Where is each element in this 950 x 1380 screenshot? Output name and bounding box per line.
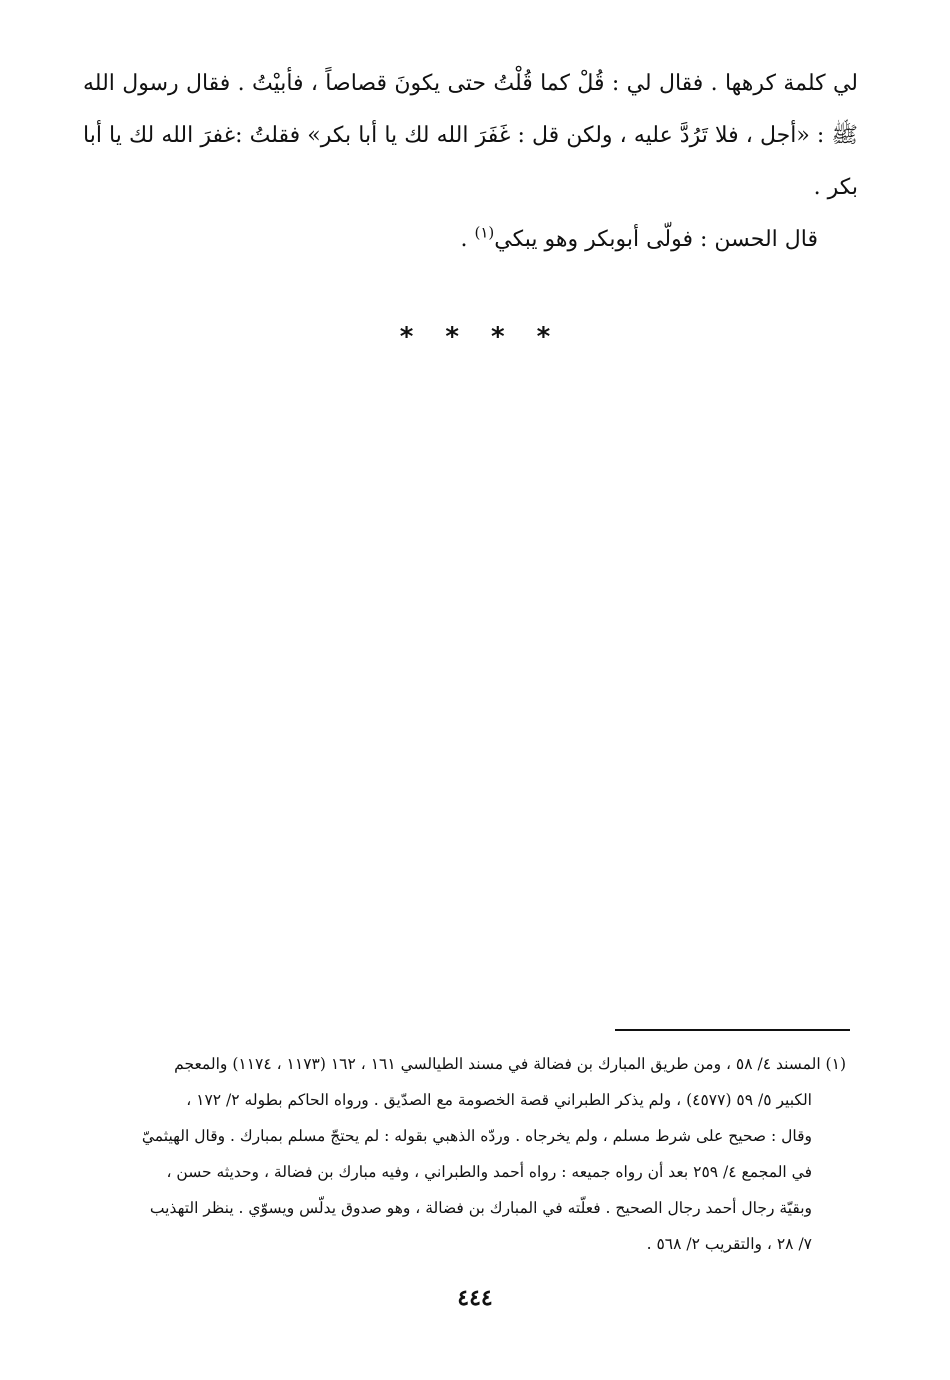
footnote-line: وبقيّة رجال أحمد رجال الصحيح . فعلّته في المبارك بن فضالة ، وهو صدوق يدلّس ويسوّي . ينظر التهذيب bbox=[149, 1199, 812, 1217]
footnote-line: في المجمع ٤/ ٢٥٩ بعد أن رواه جميعه : رواه أحمد والطبراني ، وفيه مبارك بن فضالة ، وحديثه حسن ، bbox=[166, 1163, 812, 1181]
footnote-line: ٧/ ٢٨ ، والتقريب ٢/ ٥٦٨ . bbox=[646, 1235, 812, 1253]
footnote-divider bbox=[615, 1029, 850, 1031]
footnote-line: وقال : صحيح على شرط مسلم ، ولم يخرجاه . وردّه الذهبي بقوله : لم يحتجّ مسلم بمبارك . وقال الهيثميّ bbox=[141, 1127, 812, 1145]
paragraph-hasan-end: . bbox=[460, 227, 475, 252]
paragraph-hadith: لي كلمة كرهها . فقال لي : قُلْ كما قُلْتُ حتى يكونَ قصاصاً ، فأبيْتُ . فقال رسول الله ﷺ : «أجل ، فلا تَرُدَّ عليه ، ولكن قل : غَفَرَ الله لك يا أبا بكر» فقلتُ :غفرَ الله لك يا أبا بكر . bbox=[83, 71, 858, 200]
main-text bbox=[83, 58, 858, 266]
page-number: ٤٤٤ bbox=[457, 1285, 493, 1311]
footnotes bbox=[86, 1046, 846, 1262]
separator-star: * bbox=[399, 322, 414, 352]
paragraph-hasan-text: قال الحسن : فولّى أبوبكر وهو يبكي bbox=[494, 227, 818, 252]
footnote-line: الكبير ٥/ ٥٩ (٤٥٧٧) ، ولم يذكر الطبراني قصة الخصومة مع الصدّيق . ورواه الحاكم بطوله ٢/ ١٧٢ ، bbox=[186, 1091, 812, 1109]
footnote-reference: (١) bbox=[474, 223, 495, 242]
paragraph-hasan bbox=[83, 214, 858, 266]
footnote-line: (١) المسند ٤/ ٥٨ ، ومن طريق المبارك بن فضالة في مسند الطيالسي ١٦١ ، ١٦٢ (١١٧٣ ، ١١٧٤) والمعجم bbox=[174, 1055, 846, 1073]
separator-star: * bbox=[491, 322, 505, 352]
section-separator bbox=[0, 322, 950, 352]
separator-star: * bbox=[536, 322, 551, 352]
separator-star: * bbox=[445, 322, 459, 352]
